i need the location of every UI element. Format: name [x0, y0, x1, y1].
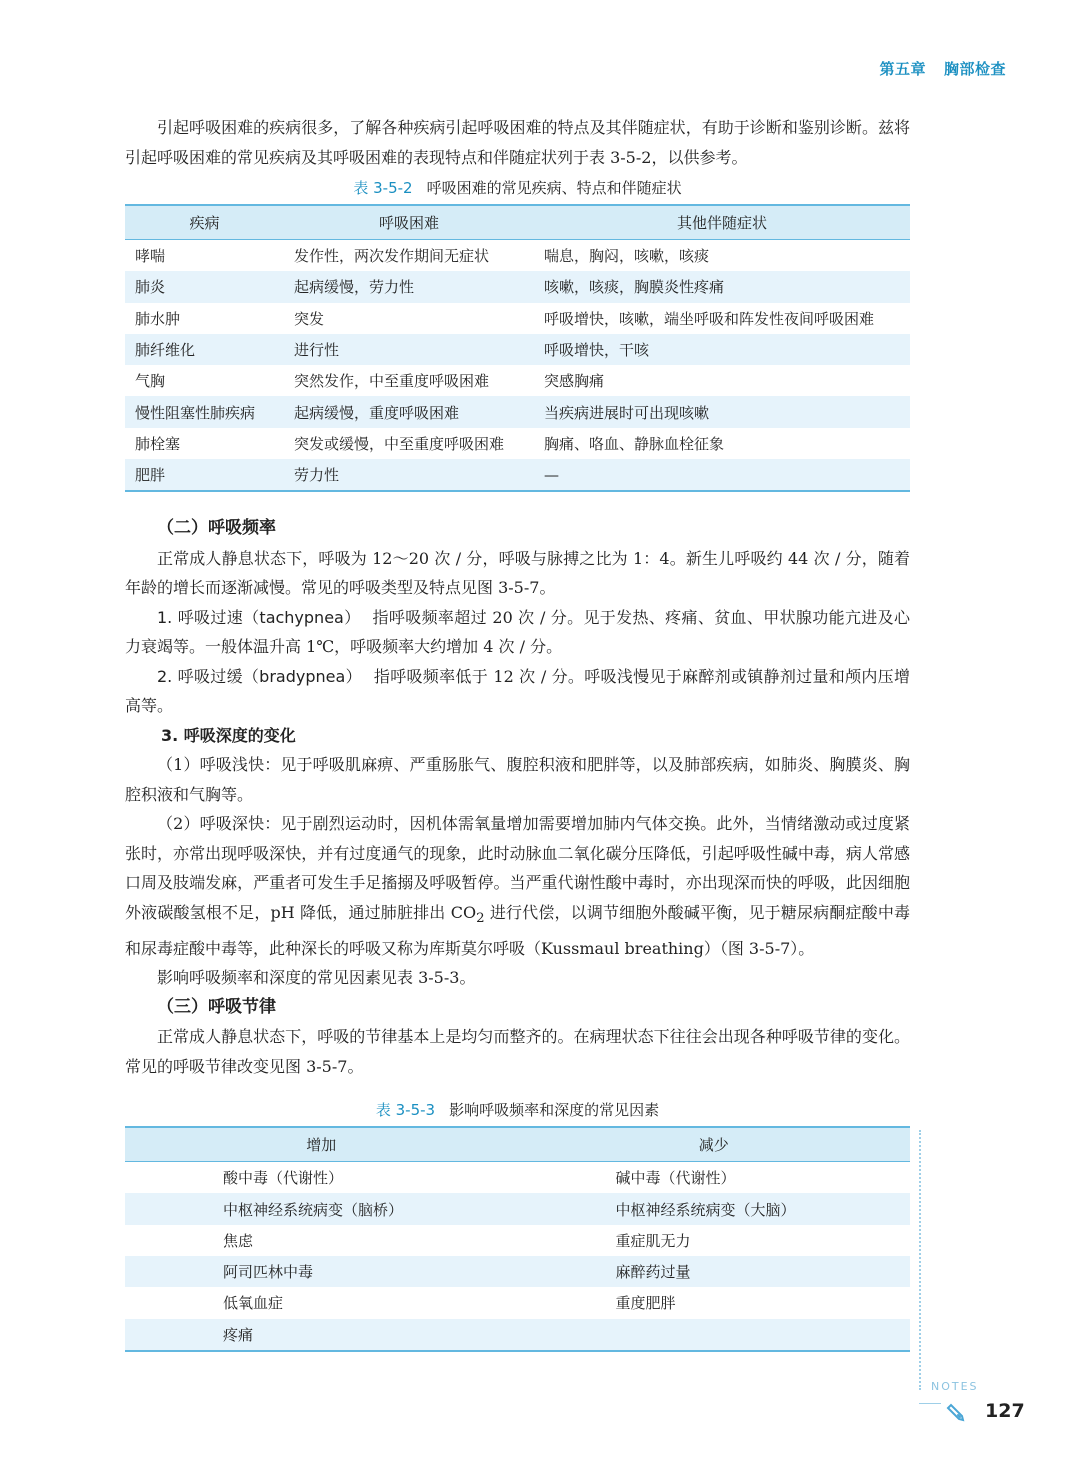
- dyspnea-table: [125, 204, 910, 492]
- depth-change-heading: 3. 呼吸深度的变化: [161, 725, 296, 745]
- bradypnea-heading: 2. 呼吸过缓（bradypnea）: [157, 666, 362, 686]
- table-cell: —: [534, 459, 910, 491]
- table-cell: 低氧血症: [223, 1294, 284, 1313]
- table-cell: 呼吸增快，干咳: [534, 334, 910, 365]
- page-content: [125, 113, 910, 1352]
- factors-reference-paragraph: 影响呼吸频率和深度的常见因素见表 3-5-3。: [157, 968, 476, 988]
- table-cell: 肺纤维化: [125, 334, 284, 365]
- table-cell: 气胸: [135, 372, 166, 391]
- table-header-cell: 增加: [125, 1127, 518, 1162]
- table-cell: 肺水肿: [135, 309, 181, 328]
- table2-title: 影响呼吸频率和深度的常见因素: [449, 1101, 660, 1120]
- table-row: [125, 365, 910, 396]
- table-cell: 突感胸痛: [544, 372, 605, 391]
- notes-margin-line: [919, 1130, 921, 1390]
- co2-subscript: 2: [476, 911, 485, 927]
- table2-number: 表 3-5-3: [375, 1101, 436, 1120]
- table-cell: 麻醉药过量: [518, 1256, 911, 1287]
- table-row: [125, 1287, 910, 1318]
- table-cell: 中枢神经系统病变（脑桥）: [125, 1193, 518, 1224]
- table1-number: 表 3-5-2: [353, 179, 413, 197]
- shallow-rapid-paragraph: （1）呼吸浅快：见于呼吸肌麻痹、严重肠胀气、腹腔积液和肥胖等，以及肺部疾病，如肺炎、胸膜炎、胸腔积液和气胸等。: [125, 755, 910, 804]
- table-cell: 劳力性: [284, 459, 534, 491]
- table-row: [125, 1256, 910, 1287]
- table1-title: 呼吸困难的常见疾病、特点和伴随症状: [426, 179, 682, 197]
- table-header-cell: 呼吸困难: [284, 205, 534, 240]
- tachypnea-paragraph: [125, 603, 910, 662]
- pencil-icon: [942, 1398, 970, 1426]
- deep-rapid-paragraph: [125, 809, 910, 963]
- table-header-row: [125, 1127, 910, 1162]
- table-cell: 肺栓塞: [135, 434, 181, 453]
- rate-paragraph: 正常成人静息状态下，呼吸为 12～20 次 / 分，呼吸与脉搏之比为 1：4。新生儿呼吸约 44 次 / 分，随着年龄的增长而逐渐减慢。常见的呼吸类型及特点见图 3-5-7。: [125, 548, 910, 598]
- header-section: 胸部检查: [943, 60, 1006, 78]
- table-cell: 碱中毒（代谢性）: [615, 1169, 736, 1188]
- table-cell: 胸痛、咯血、静脉血栓征象: [544, 434, 725, 453]
- deep-rapid-text-b: 进行代偿，以调节细胞外酸碱平衡，见于糖尿病酮症酸中毒和尿毒症酸中毒等，此种深长的呼吸又称为库斯莫尔呼吸（Kussmaul breathing）（图 3-5-7）。: [125, 902, 910, 958]
- table-cell: 疼痛: [125, 1319, 518, 1351]
- header-chapter: 第五章: [879, 60, 926, 78]
- notes-divider: [919, 1403, 941, 1404]
- table-cell: 起病缓慢，重度呼吸困难: [284, 396, 534, 427]
- table-header-cell: 其他伴随症状: [534, 205, 910, 240]
- table-row: [125, 396, 910, 427]
- table-cell: 当疾病进展时可出现咳嗽: [534, 396, 910, 427]
- bradypnea-paragraph: [125, 662, 910, 721]
- table-cell: 呼吸增快，咳嗽，端坐呼吸和阵发性夜间呼吸困难: [544, 309, 875, 328]
- table-cell: 重症肌无力: [615, 1231, 691, 1250]
- table-cell: 突发或缓慢，中至重度呼吸困难: [294, 434, 505, 453]
- table-row: [125, 240, 910, 272]
- table-cell: 哮喘: [135, 247, 166, 266]
- table-row: [125, 1162, 910, 1194]
- table-cell: 突发: [294, 309, 325, 328]
- notes-label: NOTES: [931, 1380, 979, 1393]
- table-cell: [518, 1319, 911, 1351]
- table-cell: 咳嗽，咳痰，胸膜炎性疼痛: [534, 271, 910, 302]
- table-cell: 肥胖: [125, 459, 284, 491]
- table-cell: 肺炎: [125, 271, 284, 302]
- table-cell: 重度肥胖: [615, 1294, 676, 1313]
- table-cell: 慢性阻塞性肺疾病: [125, 396, 284, 427]
- bradypnea-text: 指呼吸频率低于 12 次 / 分。呼吸浅慢见于麻醉剂或镇静剂过量和颅内压增高等。: [125, 666, 910, 716]
- table-row: [125, 1225, 910, 1256]
- table-cell: 喘息，胸闷，咳嗽，咳痰: [544, 247, 710, 266]
- deep-rapid-text-a: （2）呼吸深快：见于剧烈运动时，因机体需氧量增加需要增加肺内气体交换。此外，当情绪激动或过度紧张时，亦常出现呼吸深快，并有过度通气的现象，此时动脉血二氧化碳分压降低，引起呼吸性碱中毒，病人常感口周及肢端发麻，严重者可发生手足搐搦及呼吸暂停。当严重代谢性酸中毒时，亦出现深而快的呼吸，此因细胞外液碳酸氢根不足，pH 降低，通过肺脏排出 CO: [125, 814, 910, 922]
- table-row: [125, 1319, 910, 1351]
- page-number: 127: [985, 1400, 1025, 1422]
- running-header: [879, 58, 1006, 79]
- table-row: [125, 459, 910, 491]
- table-row: [125, 303, 910, 334]
- rhythm-paragraph: 正常成人静息状态下，呼吸的节律基本上是均匀而整齐的。在病理状态下往往会出现各种呼吸节律的变化。常见的呼吸节律改变见图 3-5-7。: [125, 1027, 910, 1076]
- tachypnea-text: 指呼吸频率超过 20 次 / 分。见于发热、疼痛、贫血、甲状腺功能亢进及心力衰竭等。一般体温升高 1℃，呼吸频率大约增加 4 次 / 分。: [125, 607, 910, 657]
- table-header-row: [125, 205, 910, 240]
- table-cell: 焦虑: [223, 1231, 254, 1250]
- table-cell: 发作性，两次发作期间无症状: [294, 247, 490, 266]
- section-title-respiratory-rhythm: （三）呼吸节律: [157, 996, 276, 1017]
- tachypnea-heading: 1. 呼吸过速（tachypnea）: [157, 607, 361, 627]
- section-title-respiratory-rate: （二）呼吸频率: [157, 518, 276, 539]
- table-cell: 突然发作，中至重度呼吸困难: [294, 372, 490, 391]
- table-row: [125, 428, 910, 459]
- table2-caption: [125, 1099, 910, 1120]
- table-header-cell: 疾病: [125, 205, 284, 240]
- table-header-cell: 减少: [518, 1127, 911, 1162]
- table-cell: 进行性: [284, 334, 534, 365]
- table-cell: 中枢神经系统病变（大脑）: [518, 1193, 911, 1224]
- table-row: [125, 334, 910, 365]
- table-row: [125, 1193, 910, 1224]
- table-cell: 起病缓慢，劳力性: [284, 271, 534, 302]
- table1-caption: [125, 177, 910, 198]
- table-row: [125, 271, 910, 302]
- table-cell: 阿司匹林中毒: [125, 1256, 518, 1287]
- table-cell: 酸中毒（代谢性）: [223, 1169, 344, 1188]
- factors-table: [125, 1126, 910, 1352]
- intro-paragraph: 引起呼吸困难的疾病很多，了解各种疾病引起呼吸困难的特点及其伴随症状，有助于诊断和鉴别诊断。兹将引起呼吸困难的常见疾病及其呼吸困难的表现特点和伴随症状列于表 3-5-2，以供参考。: [125, 118, 910, 167]
